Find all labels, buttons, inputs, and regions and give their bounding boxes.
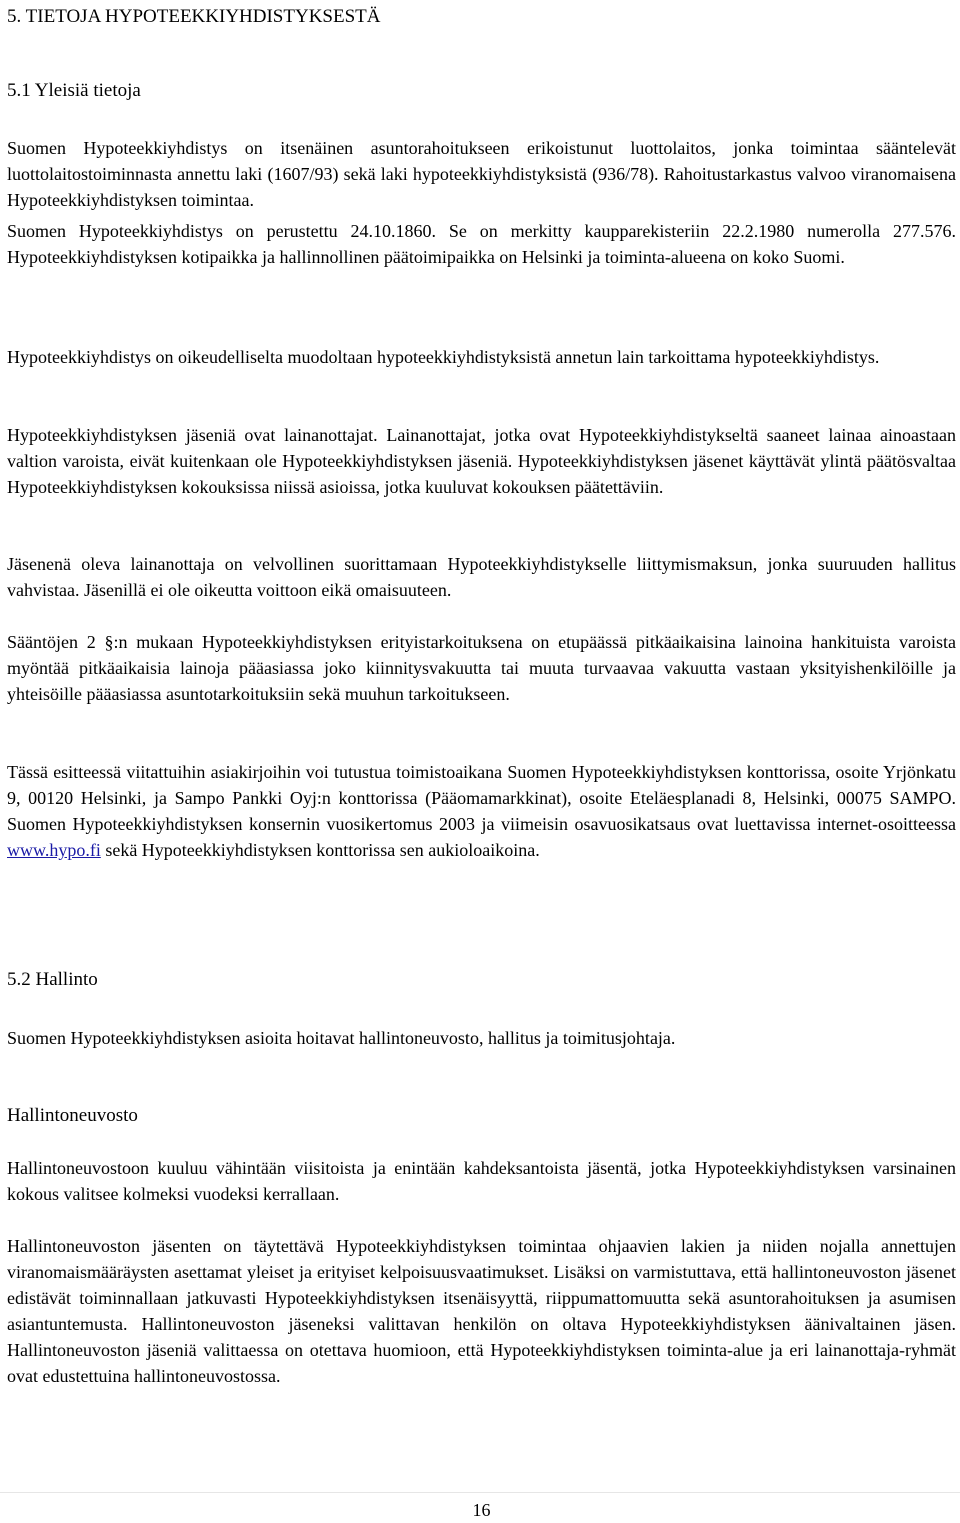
website-link[interactable]: www.hypo.fi — [7, 840, 101, 860]
paragraph-5-1-purpose: Sääntöjen 2 §:n mukaan Hypoteekkiyhdistyksen erityistarkoituksena on etupäässä pitkäaikaisina lainoina hankituista varoista myöntää pitkäaikaisia lainoja pääasiassa joko kiinnitysvakuutta tai muuta turvaavaa vakuutta vastaan yksityishenkilöille ja yhteisöille pääasiassa asuntotarkoituksiin sekä muuhun tarkoitukseen. — [7, 632, 956, 704]
paragraph-5-1-legal-form: Hypoteekkiyhdistys on oikeudelliselta muodoltaan hypoteekkiyhdistyksistä annetun lain tarkoittama hypoteekkiyhdistys. — [7, 347, 880, 367]
paragraph-5-1-members: Hypoteekkiyhdistyksen jäseniä ovat lainanottajat. Lainanottajat, jotka ovat Hypoteekkiyhdistykseltä saaneet lainaa ainoastaan valtion varoista, eivät kuitenkaan ole Hypoteekkiyhdistyksen jäseniä. Hypoteekkiyhdistyksen jäsenet käyttävät ylintä päätösvaltaa Hypoteekkiyhdistyksen kokouksissa niissä asioissa, jotka kuuluvat kokouksen päätettäviin. — [7, 425, 956, 497]
section-heading-5-1: 5.1 Yleisiä tietoja — [7, 80, 141, 101]
paragraph-hallintoneuvosto-members: Hallintoneuvostoon kuuluu vähintään viisitoista ja enintään kahdeksantoista jäsentä, jotka Hypoteekkiyhdistyksen varsinainen kokous valitsee kolmeksi vuodeksi kerrallaan. — [7, 1158, 956, 1204]
paragraph-5-1-intro: Suomen Hypoteekkiyhdistys on itsenäinen asuntorahoitukseen erikoistunut luottolaitos, jonka toimintaa sääntelevät luottolaitostoiminnasta annettu laki (1607/93) sekä laki hypoteekkiyhdistyksistä (936/78). Rahoitustarkastus valvoo viranomaisena Hypoteekkiyhdistyksen toimintaa. — [7, 138, 956, 210]
subsection-heading-hallintoneuvosto: Hallintoneuvosto — [7, 1105, 138, 1126]
paragraph-5-2-administration: Suomen Hypoteekkiyhdistyksen asioita hoitavat hallintoneuvosto, hallitus ja toimitusjohtaja. — [7, 1028, 676, 1048]
page-number: 16 — [472, 1500, 491, 1520]
documents-text-end: sekä Hypoteekkiyhdistyksen konttorissa sen aukioloaikoina. — [100, 840, 540, 860]
paragraph-5-1-fee: Jäsenenä oleva lainanottaja on velvollinen suorittamaan Hypoteekkiyhdistykselle liittymismaksun, jonka suuruuden hallitus vahvistaa. Jäsenillä ei ole oikeutta voittoon eikä omaisuuteen. — [7, 554, 956, 600]
paragraph-5-1-founded: Suomen Hypoteekkiyhdistys on perustettu 24.10.1860. Se on merkitty kaupparekisteriin 22.2.1980 numerolla 277.576. Hypoteekkiyhdistyksen kotipaikka ja hallinnollinen päätoimipaikka on Helsinki ja toiminta-alueena on koko Suomi. — [7, 221, 956, 267]
footer-divider — [0, 1492, 960, 1493]
section-heading-5-2: 5.2 Hallinto — [7, 969, 98, 990]
paragraph-5-1-documents — [7, 759, 956, 863]
paragraph-hallintoneuvosto-requirements: Hallintoneuvoston jäsenten on täytettävä Hypoteekkiyhdistyksen toimintaa ohjaavien lakien ja niiden nojalla annettujen viranomaismääräysten asettamat yleiset ja erityiset kelpoisuusvaatimukset. Lisäksi on varmistuttava, että hallintoneuvoston jäsenet edistävät toiminnallaan jatkuvasti Hypoteekkiyhdistyksen itsenäisyyttä, riippumattomuutta sekä asuntorahoituksen ja asumisen asiantuntemusta. Hallintoneuvoston jäseneksi valittavan henkilön on oltava Hypoteekkiyhdistyksen äänivaltainen jäsen. Hallintoneuvoston jäseniä valittaessa on otettava huomioon, että Hypoteekkiyhdistyksen toiminta-alue ja eri lainanottaja-ryhmät ovat edustettuina hallintoneuvostossa. — [7, 1236, 956, 1386]
chapter-heading: 5. TIETOJA HYPOTEEKKIYHDISTYKSESTÄ — [7, 6, 381, 27]
documents-text-start: Tässä esitteessä viitattuihin asiakirjoihin voi tutustua toimistoaikana Suomen Hypoteekkiyhdistyksen konttorissa, osoite Yrjönkatu 9, 00120 Helsinki, ja Sampo Pankki Oyj:n konttorissa (Pääomamarkkinat), osoite Eteläesplanadi 8, Helsinki, 00075 SAMPO. Suomen Hypoteekkiyhdistyksen konsernin vuosikertomus 2003 ja viimeisin osavuosikatsaus ovat luettavissa internet-osoitteessa — [7, 762, 956, 834]
